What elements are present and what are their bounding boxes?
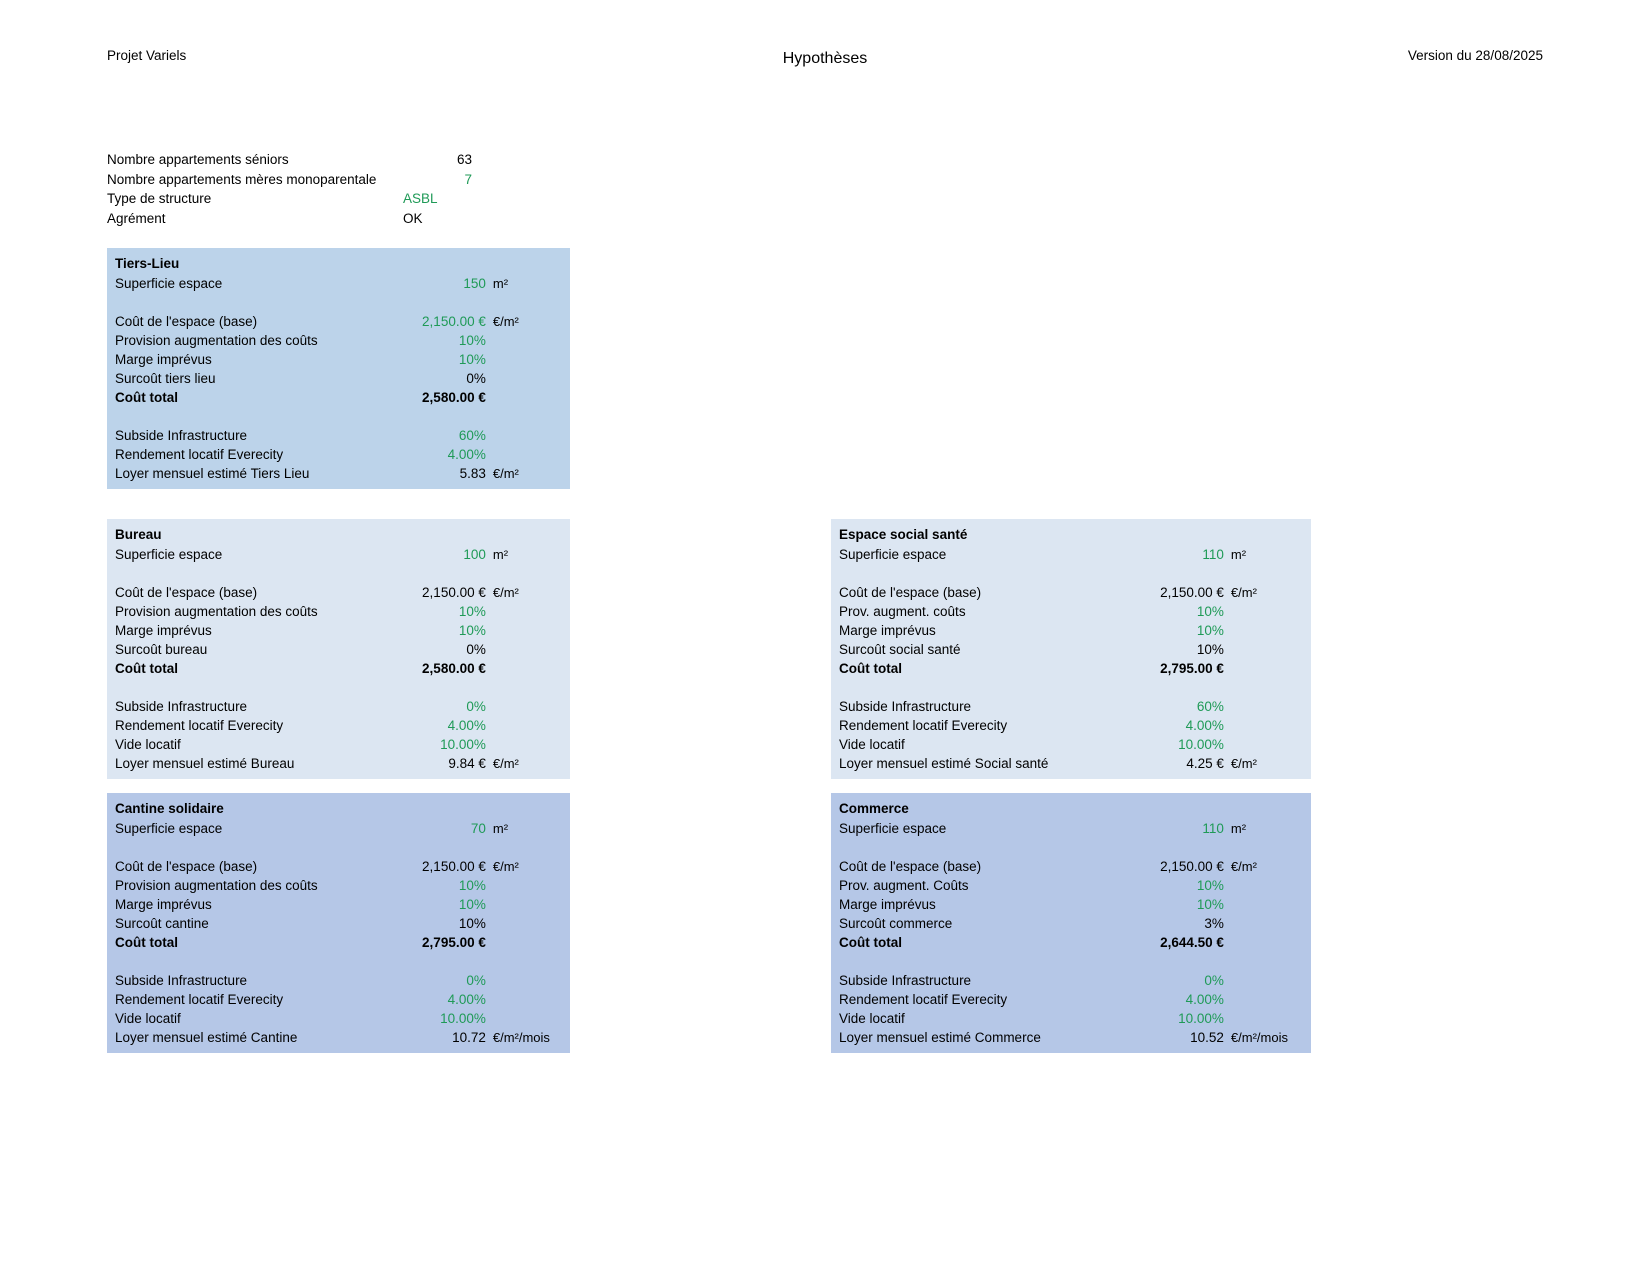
row-label: Coût de l'espace (base) [115, 313, 258, 329]
parameter-label: Agrément [107, 210, 166, 226]
panel-row [107, 754, 570, 773]
row-label: Marge imprévus [115, 896, 212, 912]
row-value[interactable]: 10% [458, 351, 486, 367]
row-unit: €/m² [492, 584, 519, 600]
row-label: Coût de l'espace (base) [115, 584, 258, 600]
parameter-value[interactable]: OK [403, 210, 423, 226]
panel-row [831, 659, 1311, 678]
row-value[interactable]: 10% [1196, 877, 1224, 893]
row-value[interactable]: 10.72 [452, 1029, 486, 1045]
row-value[interactable]: 70 [470, 820, 486, 836]
parameter-label: Nombre appartements séniors [107, 152, 289, 167]
panel-row [107, 602, 570, 621]
row-value[interactable]: 5.83 [459, 465, 486, 481]
panel-spacer-row [107, 564, 570, 583]
row-unit: €/m² [492, 465, 519, 481]
row-value[interactable]: 2,580.00 € [422, 389, 486, 405]
panel-spacer-row [107, 678, 570, 697]
row-label: Coût de l'espace (base) [839, 584, 982, 600]
panel-bureau [107, 519, 570, 779]
row-label: Marge imprévus [839, 622, 936, 638]
panel-row [107, 464, 570, 483]
row-label: Vide locatif [115, 736, 181, 752]
parameter-row [107, 150, 567, 170]
panel-row [107, 583, 570, 602]
row-label: Superficie espace [839, 820, 947, 836]
row-label: Coût total [839, 660, 902, 676]
row-value[interactable]: 10.00% [440, 1010, 486, 1026]
row-unit: m² [1230, 546, 1247, 562]
panel-spacer-row [107, 293, 570, 312]
row-unit: €/m²/mois [1230, 1029, 1288, 1045]
row-value[interactable]: 10% [458, 896, 486, 912]
row-value[interactable]: 4.25 € [1186, 755, 1224, 771]
row-value[interactable]: 2,644.50 € [1160, 934, 1224, 950]
row-unit: €/m² [1230, 755, 1257, 771]
row-label: Provision augmentation des coûts [115, 332, 318, 348]
row-label: Surcoût commerce [839, 915, 953, 931]
row-value[interactable]: 10.00% [1178, 1010, 1224, 1026]
row-value[interactable]: 110 [1202, 546, 1224, 562]
row-value[interactable]: 10.00% [440, 736, 486, 752]
panel-row [107, 971, 570, 990]
row-label: Rendement locatif Everecity [839, 991, 1008, 1007]
panel-row [107, 876, 570, 895]
row-label: Rendement locatif Everecity [115, 991, 284, 1007]
row-value[interactable]: 10% [458, 603, 486, 619]
panel-row [831, 716, 1311, 735]
panel-spacer-row [831, 952, 1311, 971]
parameter-label: Type de structure [107, 191, 212, 206]
row-value[interactable]: 2,580.00 € [422, 660, 486, 676]
row-value[interactable]: 10.52 [1190, 1029, 1224, 1045]
panel-title: Bureau [115, 527, 162, 542]
panel-tiers-lieu [107, 248, 570, 489]
panel-row [107, 426, 570, 445]
panel-espace-social-sante [831, 519, 1311, 779]
row-label: Loyer mensuel estimé Tiers Lieu [115, 465, 310, 481]
panel-row [107, 331, 570, 350]
parameter-row [107, 189, 567, 209]
row-value[interactable]: 10% [1196, 641, 1224, 657]
panel-spacer-row [831, 838, 1311, 857]
panel-row [831, 1028, 1311, 1047]
panel-row [107, 445, 570, 464]
row-label: Coût total [115, 389, 178, 405]
row-value[interactable]: 10% [458, 622, 486, 638]
row-label: Loyer mensuel estimé Commerce [839, 1029, 1041, 1045]
panel-spacer-row [831, 678, 1311, 697]
panel-title: Cantine solidaire [115, 801, 224, 816]
panel-spacer-row [107, 952, 570, 971]
row-label: Vide locatif [115, 1010, 181, 1026]
panel-row [107, 735, 570, 754]
row-value[interactable]: 10.00% [1178, 736, 1224, 752]
panel-row [831, 640, 1311, 659]
panel-row [831, 621, 1311, 640]
row-label: Rendement locatif Everecity [115, 717, 284, 733]
row-label: Superficie espace [115, 546, 223, 562]
row-unit: €/m² [492, 755, 519, 771]
panel-row [107, 659, 570, 678]
row-value[interactable]: 4.00% [1185, 717, 1224, 733]
panel-row [107, 1009, 570, 1028]
panel-row [831, 933, 1311, 952]
row-value[interactable]: 10% [458, 877, 486, 893]
row-value[interactable]: 2,150.00 € [1160, 858, 1224, 874]
panel-row [107, 312, 570, 331]
row-unit: €/m² [1230, 858, 1257, 874]
panel-row [107, 990, 570, 1009]
panel-row [831, 735, 1311, 754]
row-label: Coût total [839, 934, 902, 950]
row-value[interactable]: 9.84 € [448, 755, 486, 771]
panel-row [107, 716, 570, 735]
row-label: Subside Infrastructure [115, 698, 248, 714]
row-label: Loyer mensuel estimé Cantine [115, 1029, 298, 1045]
row-label: Surcoût social santé [839, 641, 961, 657]
row-unit: €/m² [1230, 584, 1257, 600]
row-value[interactable]: 0% [1204, 972, 1224, 988]
parameter-value[interactable]: 7 [464, 171, 472, 187]
row-unit: m² [492, 275, 509, 291]
row-value[interactable]: 4.00% [447, 717, 486, 733]
panel-spacer-row [107, 838, 570, 857]
row-label: Marge imprévus [839, 896, 936, 912]
row-value[interactable]: 110 [1202, 820, 1224, 836]
document-version-label: Version du 28/08/2025 [1407, 48, 1543, 63]
row-unit: m² [492, 820, 509, 836]
row-label: Vide locatif [839, 1010, 905, 1026]
row-unit: €/m²/mois [492, 1029, 550, 1045]
row-value[interactable]: 2,150.00 € [422, 858, 486, 874]
row-label: Prov. augment. Coûts [839, 877, 969, 893]
row-label: Loyer mensuel estimé Bureau [115, 755, 295, 771]
row-label: Subside Infrastructure [115, 427, 248, 443]
row-value[interactable]: 4.00% [447, 446, 486, 462]
row-value[interactable]: 150 [463, 275, 486, 291]
row-unit: m² [1230, 820, 1247, 836]
row-label: Surcoût cantine [115, 915, 209, 931]
parameter-value[interactable]: ASBL [403, 191, 438, 206]
panel-row [107, 697, 570, 716]
parameter-label: Nombre appartements mères monoparentale [107, 171, 377, 187]
row-value[interactable]: 0% [466, 972, 486, 988]
panel-row [107, 388, 570, 407]
panel-row [107, 350, 570, 369]
panel-row [831, 1009, 1311, 1028]
row-value[interactable]: 10% [458, 915, 486, 931]
row-unit: €/m² [492, 858, 519, 874]
row-label: Subside Infrastructure [839, 698, 972, 714]
panel-row [107, 914, 570, 933]
panel-spacer-row [831, 564, 1311, 583]
row-label: Coût total [115, 934, 178, 950]
panel-row [831, 583, 1311, 602]
row-value[interactable]: 60% [458, 427, 486, 443]
row-value[interactable]: 2,150.00 € [1160, 584, 1224, 600]
parameter-value[interactable]: 63 [456, 152, 472, 167]
panel-cantine-solidaire [107, 793, 570, 1053]
page-title: Hypothèses [782, 50, 868, 67]
panel-row [831, 697, 1311, 716]
panel-row [831, 895, 1311, 914]
panel-row [831, 971, 1311, 990]
top-parameters-block [107, 150, 567, 228]
panel-row [107, 274, 570, 293]
row-label: Provision augmentation des coûts [115, 603, 318, 619]
panel-row [831, 857, 1311, 876]
row-value[interactable]: 2,150.00 € [422, 584, 486, 600]
panel-row [831, 990, 1311, 1009]
row-value[interactable]: 2,795.00 € [422, 934, 486, 950]
parameter-row [107, 170, 567, 190]
row-value[interactable]: 0% [466, 641, 486, 657]
row-value[interactable]: 3% [1204, 915, 1224, 931]
row-label: Subside Infrastructure [115, 972, 248, 988]
panel-row [107, 621, 570, 640]
row-value[interactable]: 0% [466, 698, 486, 714]
row-label: Coût de l'espace (base) [839, 858, 982, 874]
row-unit: m² [492, 546, 509, 562]
row-unit: €/m² [492, 313, 519, 329]
panel-row [831, 545, 1311, 564]
panel-row [831, 819, 1311, 838]
row-label: Marge imprévus [115, 622, 212, 638]
row-value[interactable]: 10% [1196, 603, 1224, 619]
row-label: Rendement locatif Everecity [839, 717, 1008, 733]
panel-row [107, 857, 570, 876]
row-label: Superficie espace [839, 546, 947, 562]
row-label: Surcoût tiers lieu [115, 370, 216, 386]
row-value[interactable]: 0% [466, 370, 486, 386]
panel-title: Commerce [839, 801, 909, 816]
document-header-left: Projet Variels [107, 48, 187, 63]
panel-row [107, 1028, 570, 1047]
panel-title: Tiers-Lieu [115, 256, 180, 271]
row-value[interactable]: 100 [463, 546, 486, 562]
row-label: Rendement locatif Everecity [115, 446, 284, 462]
row-value[interactable]: 4.00% [1185, 991, 1224, 1007]
row-label: Provision augmentation des coûts [115, 877, 318, 893]
panel-row [107, 640, 570, 659]
panel-row [831, 914, 1311, 933]
row-value[interactable]: 60% [1196, 698, 1224, 714]
panel-row [831, 876, 1311, 895]
parameter-row [107, 209, 567, 229]
row-value[interactable]: 2,795.00 € [1160, 660, 1224, 676]
row-value[interactable]: 10% [1196, 896, 1224, 912]
panel-commerce [831, 793, 1311, 1053]
panel-row [107, 819, 570, 838]
row-value[interactable]: 10% [1196, 622, 1224, 638]
row-label: Superficie espace [115, 820, 223, 836]
row-value[interactable]: 10% [458, 332, 486, 348]
row-label: Superficie espace [115, 275, 223, 291]
panel-row [107, 369, 570, 388]
panel-title: Espace social santé [839, 527, 968, 542]
row-label: Marge imprévus [115, 351, 212, 367]
row-value[interactable]: 4.00% [447, 991, 486, 1007]
row-label: Surcoût bureau [115, 641, 208, 657]
row-label: Coût total [115, 660, 178, 676]
panel-row [107, 545, 570, 564]
row-label: Coût de l'espace (base) [115, 858, 258, 874]
row-value[interactable]: 2,150.00 € [422, 313, 486, 329]
panel-spacer-row [107, 407, 570, 426]
row-label: Loyer mensuel estimé Social santé [839, 755, 1049, 771]
panel-row [107, 933, 570, 952]
panel-row [107, 895, 570, 914]
row-label: Vide locatif [839, 736, 905, 752]
panel-row [831, 602, 1311, 621]
row-label: Prov. augment. coûts [839, 603, 966, 619]
row-label: Subside Infrastructure [839, 972, 972, 988]
panel-row [831, 754, 1311, 773]
